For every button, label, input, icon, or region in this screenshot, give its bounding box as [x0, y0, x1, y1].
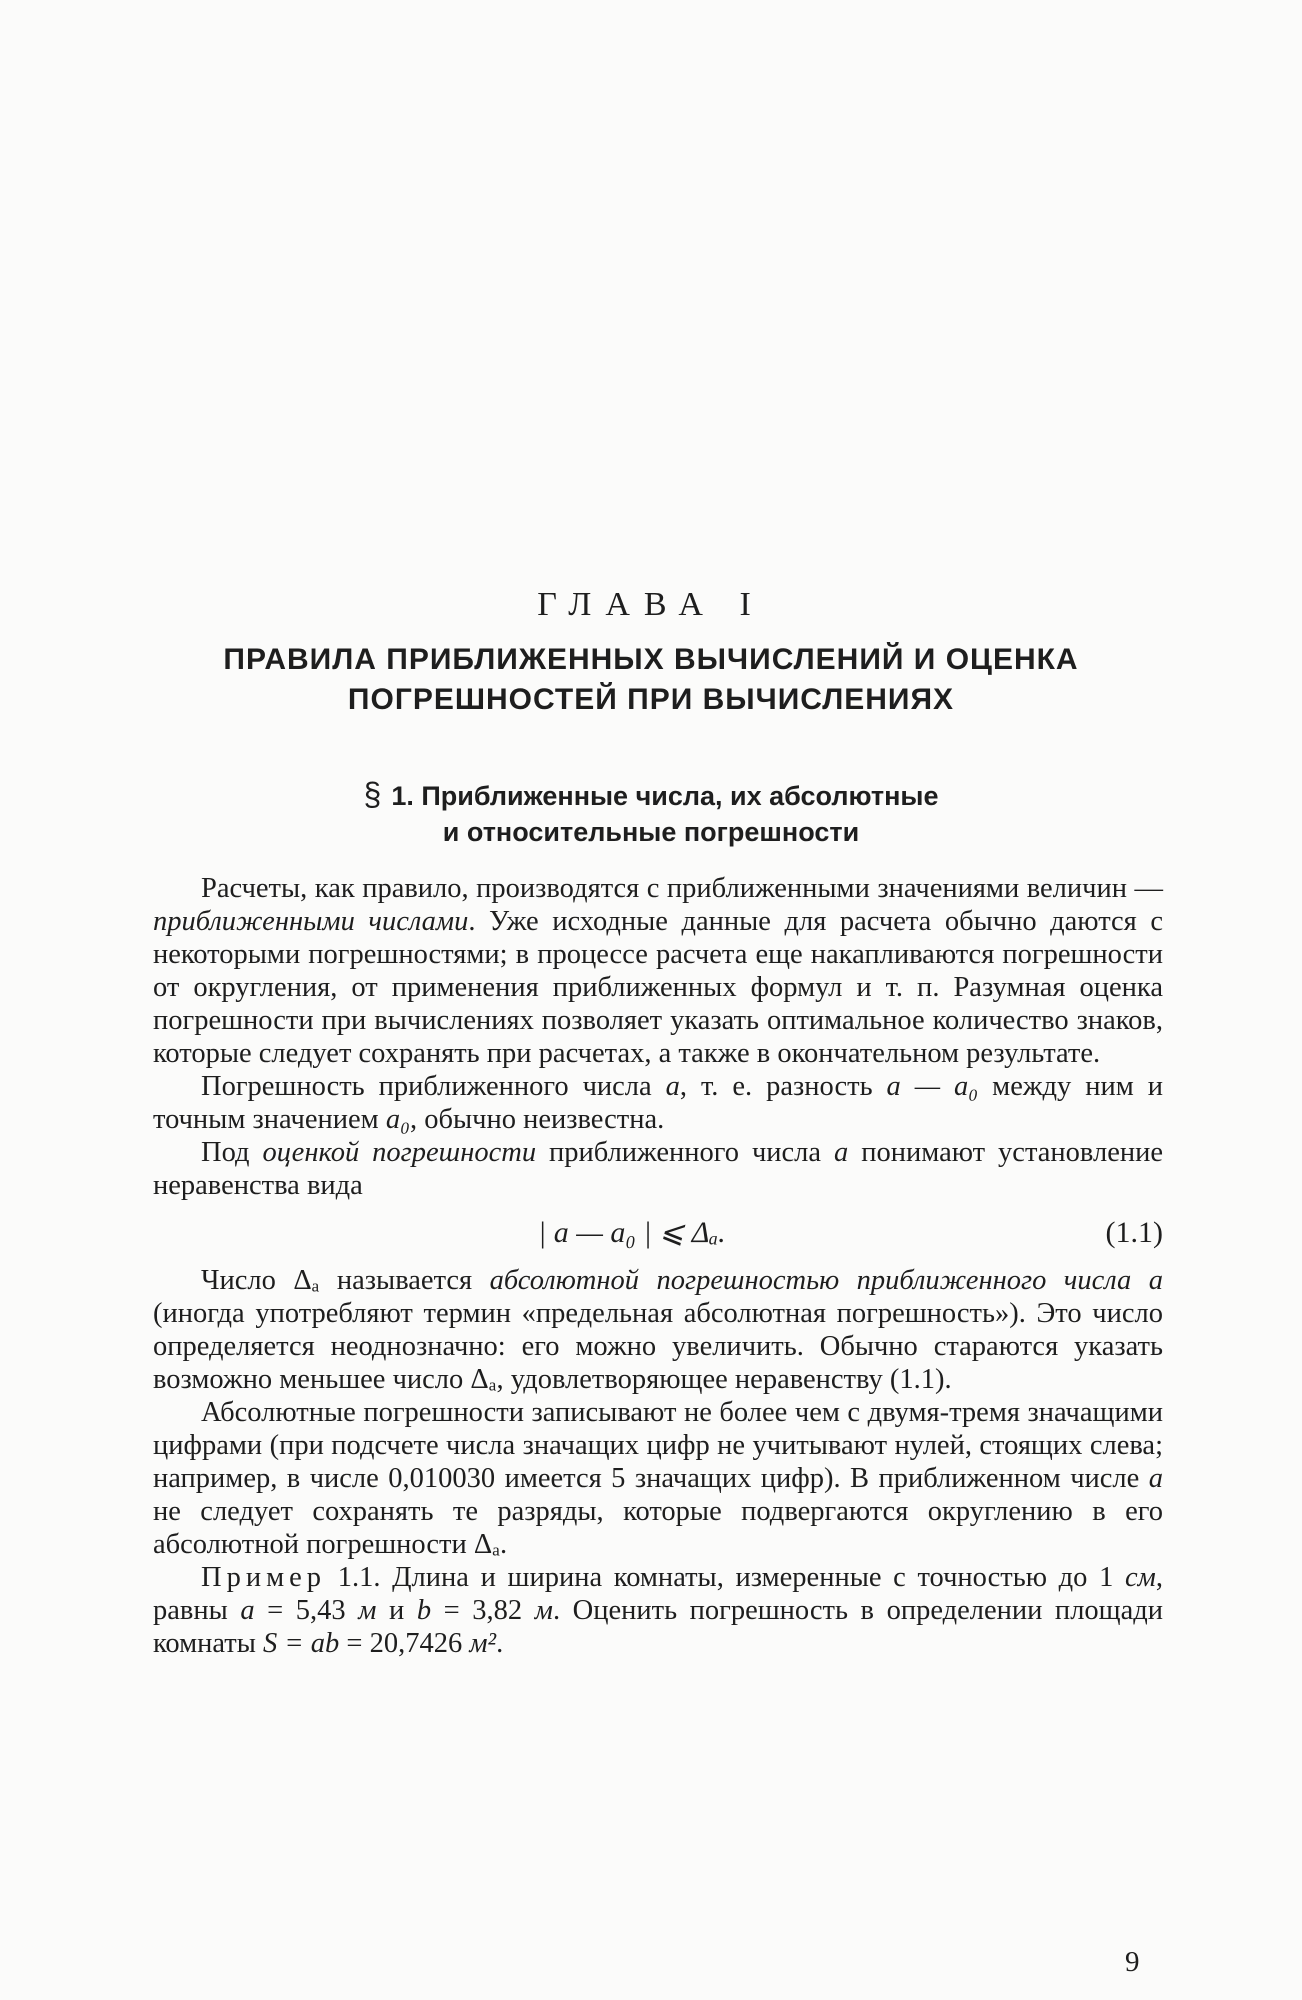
example-1-1: [153, 1561, 1163, 1660]
paragraph-5: [153, 1396, 1163, 1561]
formula-1-1: [153, 1202, 1163, 1264]
paragraph-3: [153, 1136, 1163, 1202]
text: приближенного числа: [536, 1137, 835, 1168]
text: = 3,82: [431, 1595, 535, 1626]
chapter-title: [150, 640, 1152, 720]
text: понимают установление неравенства вида: [153, 1137, 1163, 1201]
section-sign: §: [363, 776, 382, 812]
text: Под: [201, 1137, 263, 1168]
math-variable: a: [834, 1137, 849, 1168]
paragraph-2: [153, 1070, 1163, 1136]
paragraph-4: [153, 1264, 1163, 1396]
math-variable: a: [665, 1071, 680, 1102]
section-heading-text: 1. Приближенные числа, их абсолютные: [391, 781, 939, 811]
text: Погрешность приближенного числа: [201, 1071, 666, 1102]
unit: м: [534, 1595, 553, 1626]
formula-expression: | a — a₀ | ⩽ Δₐ.: [538, 1216, 726, 1249]
text: Абсолютные погрешности записывают не более чем с двумя-тремя значащими цифрами (при подсчете числа значащих цифр не учитывают нулей, стоящих слева; например, в числе 0,010030 имеется 5 значащих цифр). В приближенном числе: [153, 1397, 1163, 1494]
math-expression: a — a₀: [886, 1071, 979, 1102]
page-number: 9: [1125, 1946, 1140, 1978]
text: , т. е. разность: [679, 1071, 887, 1102]
unit: см: [1125, 1562, 1156, 1593]
math-variable: a₀: [385, 1104, 410, 1135]
text: .: [496, 1628, 504, 1659]
text: , равны: [153, 1562, 1163, 1626]
text: Расчеты, как правило, производятся с приближенными значениями величин —: [201, 873, 1163, 904]
text: . Оценить погрешность в определении площади комнаты: [153, 1595, 1164, 1659]
emphasized-term: оценкой погрешности: [262, 1137, 537, 1168]
body-text: [153, 872, 1163, 1660]
math-variable: a: [1148, 1463, 1163, 1494]
unit: м²: [469, 1628, 497, 1659]
chapter-title-line-1: ПРАВИЛА ПРИБЛИЖЕННЫХ ВЫЧИСЛЕНИЙ И ОЦЕНКА: [223, 643, 1079, 676]
emphasized-term: приближенными числами: [153, 906, 469, 937]
formula-number: (1.1): [1105, 1216, 1163, 1249]
unit: м: [358, 1595, 377, 1626]
text: . Уже исходные данные для расчета обычно даются с некоторыми погрешностями; в процессе расчета еще накапливаются погрешности от округления, от применения приближенных формул и т. п. Разумная оценка погрешности при вычислениях позволяет указать оптимальное количество знаков, которые следует сохранять при расчетах, а также в окончательном результате.: [153, 906, 1163, 1069]
math-variable: a: [240, 1595, 255, 1626]
chapter-title-line-2: ПОГРЕШНОСТЕЙ ПРИ ВЫЧИСЛЕНИЯХ: [347, 683, 955, 716]
paragraph-1: [153, 872, 1163, 1070]
emphasized-term: абсолютной погрешностью приближенного числа a: [489, 1265, 1163, 1296]
math-variable: b: [416, 1595, 432, 1626]
text: (иногда употребляют термин «предельная абсолютная погрешность»). Это число определяется неоднозначно: его можно увеличить. Обычно стараются указать возможно меньшее число Δₐ, удовлетворяющее неравенству (1.1).: [153, 1298, 1163, 1395]
text: Число Δₐ называется: [201, 1265, 490, 1296]
text: 1.1. Длина и ширина комнаты, измеренные с точностью до 1: [326, 1562, 1126, 1593]
text: , обычно неизвестна.: [409, 1104, 665, 1135]
text: = 5,43: [254, 1595, 359, 1626]
section-title-line-2: и относительные погрешности: [442, 817, 860, 847]
chapter-label: ГЛАВА I: [537, 586, 765, 623]
text: между ним и точным значением: [153, 1071, 1164, 1135]
example-label: Пример: [201, 1562, 327, 1593]
math-expression: S = ab: [263, 1628, 340, 1659]
text: не следует сохранять те разряды, которые подвергаются округлению в его абсолютной погрешности Δₐ.: [153, 1496, 1163, 1560]
text: = 20,7426: [339, 1628, 470, 1659]
text: и: [376, 1595, 417, 1626]
section-title-line-1: [280, 776, 1022, 814]
section-title: [280, 776, 1022, 850]
